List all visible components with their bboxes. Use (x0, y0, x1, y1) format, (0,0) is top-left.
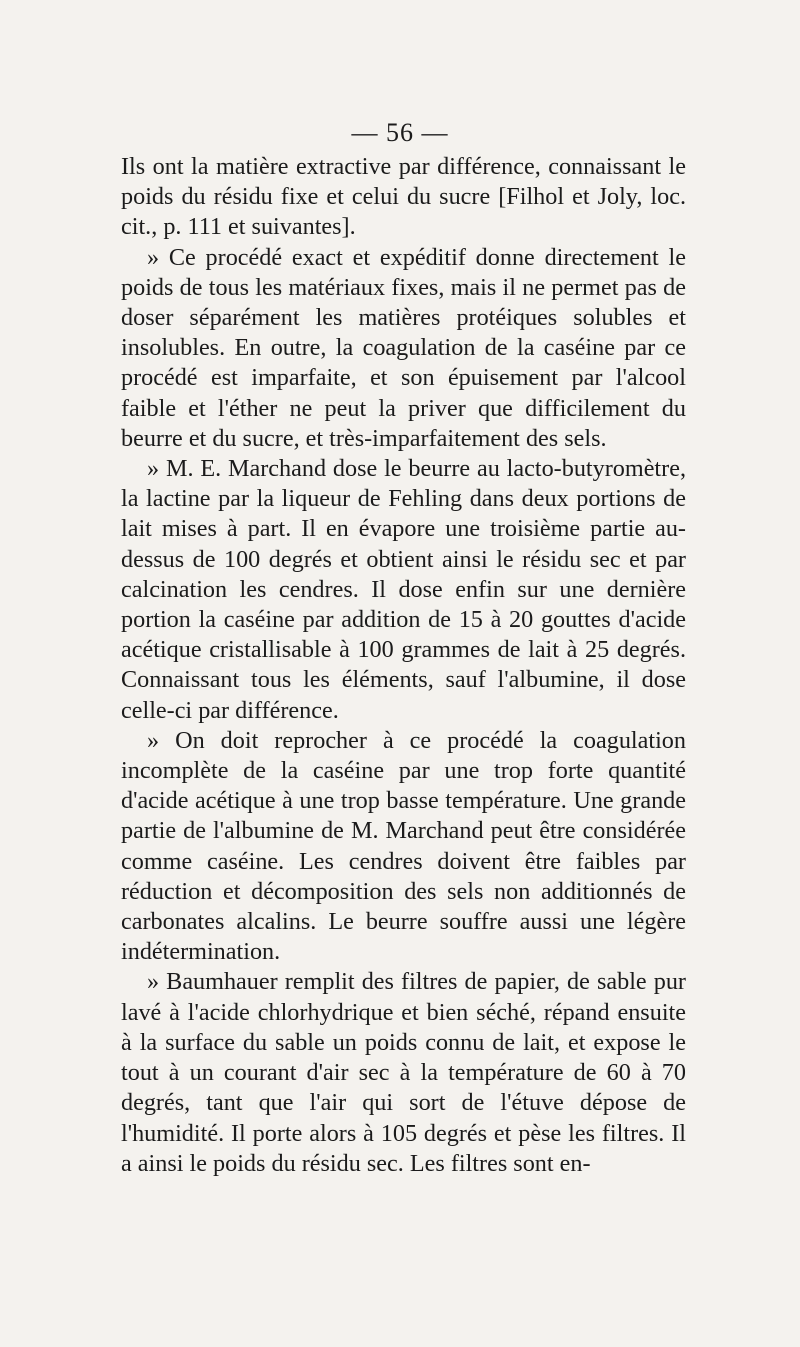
paragraph: » Ce procédé exact et expéditif donne directement le poids de tous les matériaux fixes, mais il ne permet pas de doser séparément les matières protéiques solubles et insolubles. En outre, la coagulation de la caséine par ce procédé est imparfaite, et son épuisement par l'alcool faible et l'éther ne peut la priver que difficilement du beurre et du sucre, et très-imparfaitement des sels. (121, 243, 686, 452)
paragraph: » On doit reprocher à ce procédé la coagulation incomplète de la caséine par une trop forte quantité d'acide acétique à une trop basse température. Une grande partie de l'albumine de M. Marchand peut être considérée comme caséine. Les cendres doivent être faibles par réduction et décomposition des sels non additionnés de carbonates alcalins. Le beurre souffre aussi une légère indétermination. (121, 726, 686, 966)
body-text (121, 152, 686, 1179)
paragraph: » Baumhauer remplit des filtres de papier, de sable pur lavé à l'acide chlorhydrique et bien séché, répand ensuite à la surface du sable un poids connu de lait, et expose le tout à un courant d'air sec à la température de 60 à 70 degrés, tant que l'air qui sort de l'étuve dépose de l'humidité. Il porte alors à 105 degrés et pèse les filtres. Il a ainsi le poids du résidu sec. Les filtres sont en- (121, 968, 686, 1177)
page-number: — 56 — (351, 118, 449, 147)
paragraph: » M. E. Marchand dose le beurre au lacto-butyromètre, la lactine par la liqueur de Fehling dans deux portions de lait mises à part. Il en évapore une troisième partie au-dessus de 100 degrés et obtient ainsi le résidu sec et par calcination les cendres. Il dose enfin sur une dernière portion la caséine par addition de 15 à 20 gouttes d'acide acétique cristallisable à 100 grammes de lait à 25 degrés. Connaissant tous les éléments, sauf l'albumine, il dose celle-ci par différence. (121, 455, 686, 724)
paragraph: Ils ont la matière extractive par différence, connaissant le poids du résidu fixe et celui du sucre [Filhol et Joly, loc. cit., p. 111 et suivantes]. (121, 153, 686, 241)
